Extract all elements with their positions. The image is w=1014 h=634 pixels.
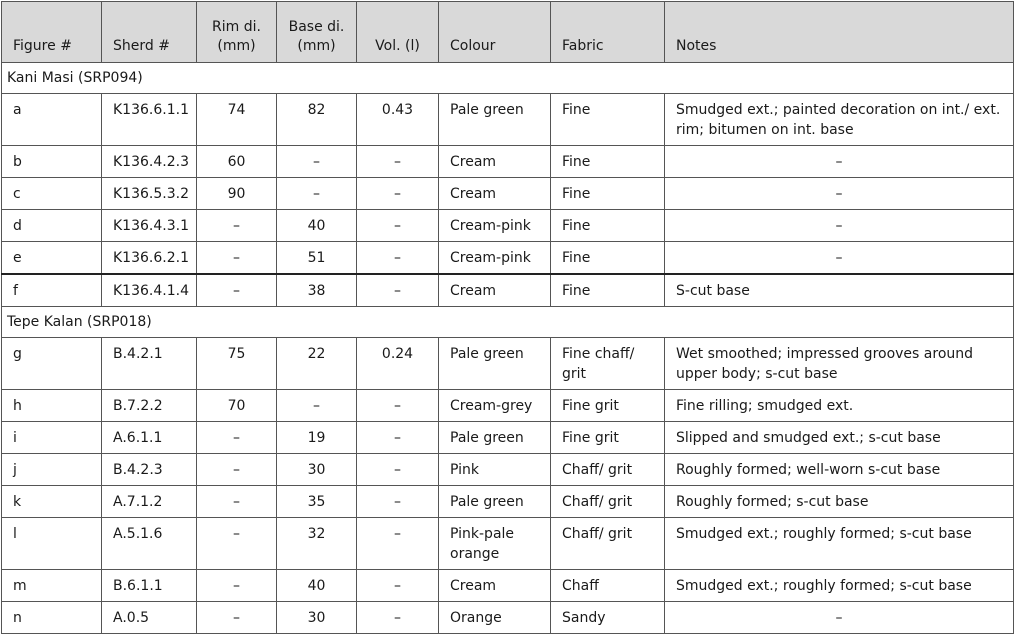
cell-base-diameter: 40: [277, 570, 357, 602]
cell-rim-diameter: –: [197, 570, 277, 602]
cell-volume: –: [357, 178, 439, 210]
group-label: Kani Masi (SRP094): [2, 63, 1014, 94]
cell-sherd: K136.4.1.4: [102, 274, 197, 307]
cell-sherd: B.4.2.1: [102, 338, 197, 390]
cell-volume: –: [357, 390, 439, 422]
cell-sherd: A.7.1.2: [102, 486, 197, 518]
header-figure: Figure #: [2, 2, 102, 63]
cell-base-diameter: –: [277, 390, 357, 422]
cell-notes: Smudged ext.; painted decoration on int./ ext. rim; bitumen on int. base: [665, 94, 1014, 146]
header-volume: Vol. (l): [357, 2, 439, 63]
table-row: [2, 518, 1014, 570]
cell-colour: Cream: [439, 146, 551, 178]
cell-fabric: Sandy: [551, 602, 665, 634]
cell-rim-diameter: 60: [197, 146, 277, 178]
cell-base-diameter: 82: [277, 94, 357, 146]
cell-volume: –: [357, 274, 439, 307]
cell-fabric: Chaff/ grit: [551, 518, 665, 570]
header-sherd: Sherd #: [102, 2, 197, 63]
cell-figure: e: [2, 242, 102, 275]
cell-volume: –: [357, 486, 439, 518]
cell-sherd: K136.6.2.1: [102, 242, 197, 275]
table-row: [2, 178, 1014, 210]
cell-figure: i: [2, 422, 102, 454]
cell-base-diameter: 35: [277, 486, 357, 518]
cell-fabric: Fine: [551, 94, 665, 146]
cell-figure: n: [2, 602, 102, 634]
cell-rim-diameter: 75: [197, 338, 277, 390]
cell-notes: Smudged ext.; roughly formed; s-cut base: [665, 518, 1014, 570]
table-row: [2, 338, 1014, 390]
cell-fabric: Chaff/ grit: [551, 454, 665, 486]
table-row: [2, 602, 1014, 634]
header-fabric: Fabric: [551, 2, 665, 63]
cell-sherd: B.6.1.1: [102, 570, 197, 602]
cell-sherd: A.0.5: [102, 602, 197, 634]
cell-notes: Roughly formed; well-worn s-cut base: [665, 454, 1014, 486]
cell-volume: –: [357, 602, 439, 634]
cell-volume: –: [357, 242, 439, 275]
header-rim-diameter: Rim di. (mm): [197, 2, 277, 63]
cell-fabric: Fine grit: [551, 390, 665, 422]
cell-fabric: Fine grit: [551, 422, 665, 454]
cell-notes: Slipped and smudged ext.; s-cut base: [665, 422, 1014, 454]
cell-volume: –: [357, 422, 439, 454]
cell-volume: 0.24: [357, 338, 439, 390]
table-row: [2, 242, 1014, 275]
cell-rim-diameter: –: [197, 454, 277, 486]
table-row: [2, 390, 1014, 422]
cell-rim-diameter: –: [197, 422, 277, 454]
cell-notes: Fine rilling; smudged ext.: [665, 390, 1014, 422]
cell-notes: Wet smoothed; impressed grooves around upper body; s-cut base: [665, 338, 1014, 390]
cell-colour: Cream: [439, 274, 551, 307]
cell-sherd: K136.4.3.1: [102, 210, 197, 242]
cell-figure: l: [2, 518, 102, 570]
cell-colour: Cream: [439, 570, 551, 602]
cell-colour: Pale green: [439, 338, 551, 390]
cell-fabric: Fine chaff/ grit: [551, 338, 665, 390]
cell-rim-diameter: –: [197, 518, 277, 570]
header-notes: Notes: [665, 2, 1014, 63]
cell-fabric: Chaff/ grit: [551, 486, 665, 518]
table-row: [2, 570, 1014, 602]
cell-notes: –: [665, 210, 1014, 242]
cell-base-diameter: 22: [277, 338, 357, 390]
cell-volume: –: [357, 518, 439, 570]
cell-base-diameter: 30: [277, 454, 357, 486]
cell-base-diameter: 19: [277, 422, 357, 454]
cell-fabric: Fine: [551, 146, 665, 178]
group-label: Tepe Kalan (SRP018): [2, 307, 1014, 338]
cell-figure: c: [2, 178, 102, 210]
cell-base-diameter: 38: [277, 274, 357, 307]
cell-sherd: A.6.1.1: [102, 422, 197, 454]
header-colour: Colour: [439, 2, 551, 63]
cell-base-diameter: –: [277, 146, 357, 178]
table-row: [2, 94, 1014, 146]
cell-base-diameter: 32: [277, 518, 357, 570]
cell-notes: –: [665, 178, 1014, 210]
cell-colour: Pink: [439, 454, 551, 486]
cell-rim-diameter: 90: [197, 178, 277, 210]
cell-colour: Pale green: [439, 94, 551, 146]
table-row: [2, 454, 1014, 486]
cell-rim-diameter: –: [197, 602, 277, 634]
cell-figure: b: [2, 146, 102, 178]
cell-figure: h: [2, 390, 102, 422]
cell-fabric: Fine: [551, 242, 665, 275]
cell-colour: Cream-grey: [439, 390, 551, 422]
cell-sherd: A.5.1.6: [102, 518, 197, 570]
cell-figure: k: [2, 486, 102, 518]
cell-fabric: Chaff: [551, 570, 665, 602]
cell-sherd: K136.4.2.3: [102, 146, 197, 178]
cell-volume: –: [357, 454, 439, 486]
cell-volume: –: [357, 570, 439, 602]
table-row: [2, 146, 1014, 178]
cell-colour: Cream-pink: [439, 210, 551, 242]
cell-rim-diameter: –: [197, 242, 277, 275]
cell-base-diameter: 40: [277, 210, 357, 242]
cell-fabric: Fine: [551, 210, 665, 242]
cell-rim-diameter: 74: [197, 94, 277, 146]
cell-colour: Pale green: [439, 422, 551, 454]
cell-fabric: Fine: [551, 178, 665, 210]
cell-fabric: Fine: [551, 274, 665, 307]
header-base-diameter: Base di. (mm): [277, 2, 357, 63]
cell-notes: –: [665, 146, 1014, 178]
cell-figure: f: [2, 274, 102, 307]
group-row: [2, 307, 1014, 338]
cell-volume: –: [357, 210, 439, 242]
cell-rim-diameter: 70: [197, 390, 277, 422]
cell-rim-diameter: –: [197, 210, 277, 242]
cell-volume: –: [357, 146, 439, 178]
cell-figure: j: [2, 454, 102, 486]
table-row: [2, 486, 1014, 518]
cell-notes: –: [665, 602, 1014, 634]
cell-colour: Orange: [439, 602, 551, 634]
cell-sherd: K136.6.1.1: [102, 94, 197, 146]
cell-notes: Smudged ext.; roughly formed; s-cut base: [665, 570, 1014, 602]
cell-figure: d: [2, 210, 102, 242]
cell-volume: 0.43: [357, 94, 439, 146]
cell-sherd: B.7.2.2: [102, 390, 197, 422]
cell-notes: S-cut base: [665, 274, 1014, 307]
table-row: [2, 274, 1014, 307]
cell-base-diameter: 30: [277, 602, 357, 634]
table-row: [2, 210, 1014, 242]
cell-notes: Roughly formed; s-cut base: [665, 486, 1014, 518]
group-row: [2, 63, 1014, 94]
header-row: [2, 2, 1014, 63]
table-row: [2, 422, 1014, 454]
sherd-table: [1, 1, 1014, 634]
cell-base-diameter: 51: [277, 242, 357, 275]
cell-figure: m: [2, 570, 102, 602]
cell-sherd: B.4.2.3: [102, 454, 197, 486]
cell-colour: Pink-pale orange: [439, 518, 551, 570]
cell-colour: Cream-pink: [439, 242, 551, 275]
cell-rim-diameter: –: [197, 274, 277, 307]
cell-figure: g: [2, 338, 102, 390]
cell-rim-diameter: –: [197, 486, 277, 518]
cell-notes: –: [665, 242, 1014, 275]
cell-sherd: K136.5.3.2: [102, 178, 197, 210]
cell-base-diameter: –: [277, 178, 357, 210]
cell-colour: Pale green: [439, 486, 551, 518]
cell-colour: Cream: [439, 178, 551, 210]
cell-figure: a: [2, 94, 102, 146]
